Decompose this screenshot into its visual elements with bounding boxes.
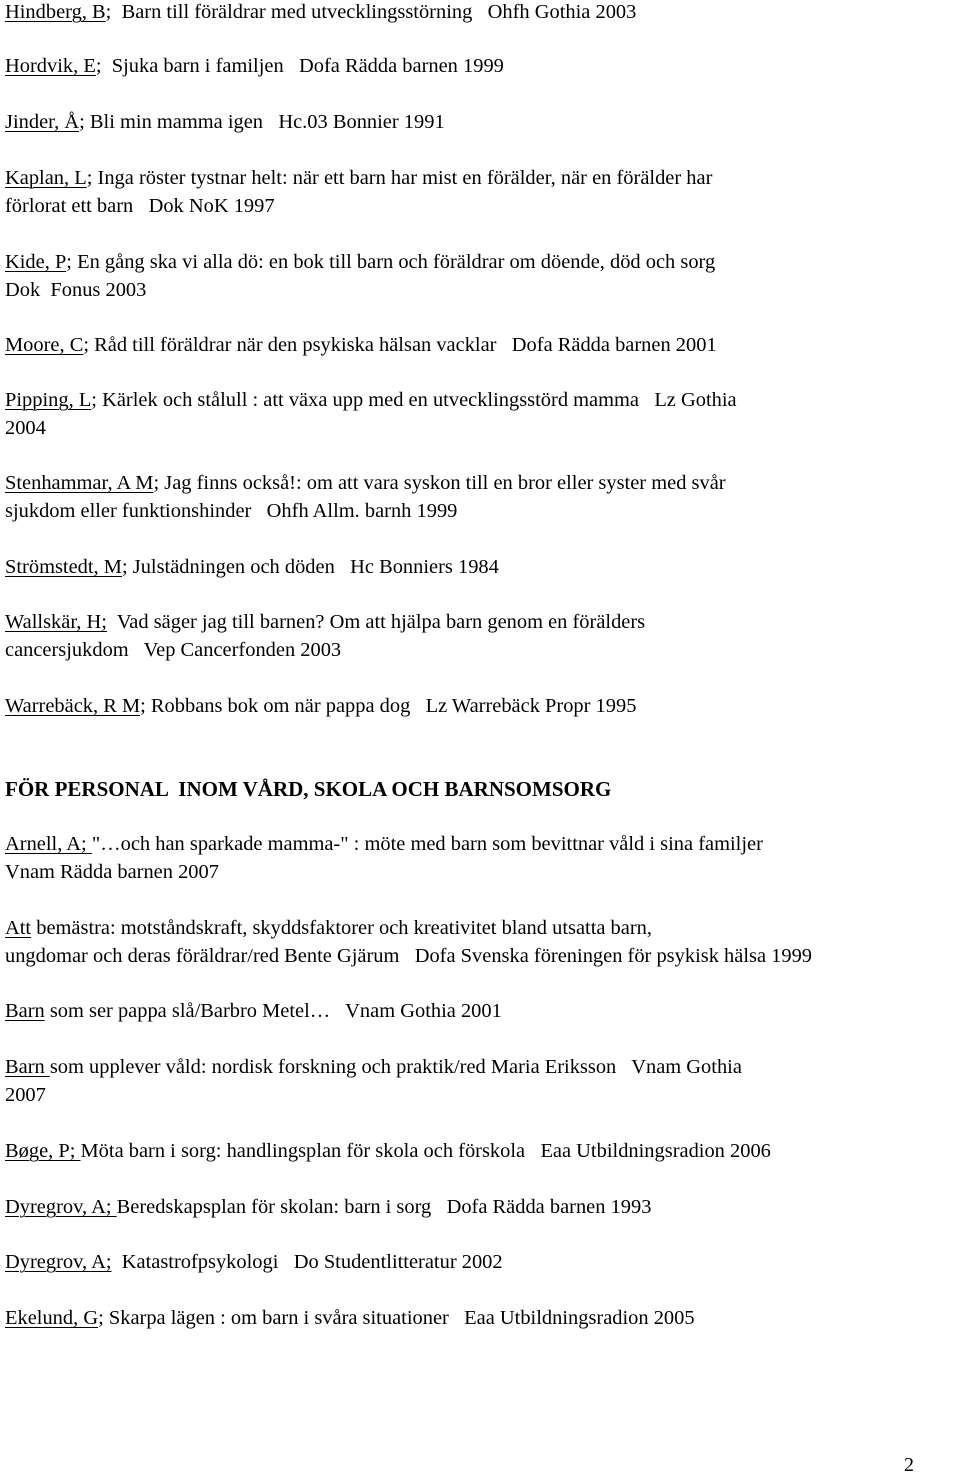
entry-line-1 — [5, 469, 957, 497]
entry-line-2: Vnam Rädda barnen 2007 — [5, 861, 219, 883]
entry-text: Barn till föräldrar med utvecklingsstörning Ohfh Gothia 2003 — [111, 1, 637, 23]
entry-author: Ekelund, G — [5, 1307, 99, 1329]
bibliography-entry — [5, 52, 960, 80]
entry-line-1 — [5, 1304, 957, 1332]
entry-line-1 — [5, 553, 957, 581]
bibliography-entry — [5, 608, 960, 664]
entry-line-1 — [5, 52, 957, 80]
entry-line-1 — [5, 830, 957, 858]
entry-line-1 — [5, 108, 957, 136]
entry-author: Strömstedt, M — [5, 556, 122, 578]
entry-text: "…och han sparkade mamma-" : möte med barn som bevittnar våld i sina familjer — [91, 833, 763, 855]
entry-separator: ; — [140, 695, 146, 717]
entry-text: Råd till föräldrar när den psykiska hälsan vacklar Dofa Rädda barnen 2001 — [89, 334, 717, 356]
bibliography-entry — [5, 164, 960, 220]
entry-line-1 — [5, 997, 957, 1025]
entry-separator: ; — [91, 389, 97, 411]
entry-author: Att — [5, 917, 32, 939]
entry-line-1 — [5, 1137, 957, 1165]
entry-text: Möta barn i sorg: handlingsplan för skola och förskola Eaa Utbildningsradion 2006 — [80, 1140, 771, 1162]
entry-text: som ser pappa slå/Barbro Metel… Vnam Gothia 2001 — [44, 1000, 502, 1022]
entry-line-1 — [5, 164, 957, 192]
entry-text: Inga röster tystnar helt: när ett barn har mist en förälder, när en förälder har — [92, 167, 713, 189]
entry-text: Bli min mamma igen Hc.03 Bonnier 1991 — [84, 111, 445, 133]
entry-line-1 — [5, 0, 957, 26]
bibliography-entry — [5, 1193, 960, 1221]
bibliography-entry — [5, 553, 960, 581]
entry-separator: ; — [98, 1307, 104, 1329]
entry-author: Hordvik, E — [5, 55, 96, 77]
entry-text: Kärlek och stålull : att växa upp med en utvecklingsstörd mamma Lz Gothia — [96, 389, 737, 411]
entry-text: bemästra: motståndskraft, skyddsfaktorer och kreativitet bland utsatta barn, — [31, 917, 652, 939]
entry-line-1 — [5, 608, 957, 636]
bibliography-entry — [5, 1053, 960, 1109]
entry-line-1 — [5, 914, 957, 942]
entry-separator: ; — [79, 111, 85, 133]
bibliography-entry — [5, 469, 960, 525]
entry-author: Kide, P — [5, 251, 67, 273]
entry-author: Wallskär, H; — [5, 611, 107, 633]
entry-line-1 — [5, 248, 957, 276]
bibliography-entry — [5, 692, 960, 720]
entry-line-1 — [5, 1193, 957, 1221]
entry-author: Warrebäck, R M — [5, 695, 141, 717]
bibliography-entry — [5, 1137, 960, 1165]
entry-separator: ; — [66, 251, 72, 273]
entry-text: Beredskapsplan för skolan: barn i sorg Dofa Rädda barnen 1993 — [116, 1196, 652, 1218]
page-number: 2 — [904, 1454, 914, 1476]
bibliography-entry — [5, 1248, 960, 1276]
entry-line-2: 2007 — [5, 1084, 46, 1106]
entry-author: Jinder, Å — [5, 111, 80, 133]
entry-author: Pipping, L — [5, 389, 92, 411]
entry-author: Barn — [5, 1000, 45, 1022]
entry-line-1 — [5, 692, 957, 720]
entry-text: Skarpa lägen : om barn i svåra situationer Eaa Utbildningsradion 2005 — [103, 1307, 695, 1329]
entry-separator: ; — [86, 167, 93, 189]
entry-separator: ; — [83, 334, 90, 356]
entry-line-2: Dok Fonus 2003 — [5, 279, 147, 301]
entry-line-2: sjukdom eller funktionshinder Ohfh Allm. barnh 1999 — [5, 500, 458, 522]
section-heading-staff: FÖR PERSONAL INOM VÅRD, SKOLA OCH BARNSOMSORG — [5, 777, 612, 801]
entry-text: Sjuka barn i familjen Dofa Rädda barnen 1999 — [101, 55, 504, 77]
entry-text: Robbans bok om när pappa dog Lz Warrebäck Propr 1995 — [145, 695, 637, 717]
bibliography-entry — [5, 914, 960, 970]
bibliography-entry — [5, 108, 960, 136]
entry-author: Dyregrov, A; — [5, 1196, 117, 1218]
entry-text: Vad säger jag till barnen? Om att hjälpa barn genom en förälders — [106, 611, 646, 633]
entry-text: Jag finns också!: om att vara syskon till en bror eller syster med svår — [159, 472, 726, 494]
bibliography-entry — [5, 997, 960, 1025]
bibliography-entry — [5, 331, 960, 359]
entry-text: En gång ska vi alla dö: en bok till barn och föräldrar om döende, död och sorg — [71, 251, 716, 273]
entry-line-1 — [5, 1248, 957, 1276]
entry-text: Julstädningen och döden Hc Bonniers 1984 — [127, 556, 499, 578]
entry-separator: ; — [105, 1, 112, 23]
entry-line-1 — [5, 386, 957, 414]
entry-line-1 — [5, 1053, 957, 1081]
entry-separator: ; — [153, 472, 160, 494]
entry-text: som upplever våld: nordisk forskning och praktik/red Maria Eriksson Vnam Gothia — [49, 1056, 742, 1078]
entry-line-2: förlorat ett barn Dok NoK 1997 — [5, 195, 275, 217]
bibliography-entry — [5, 248, 960, 304]
entry-author: Arnell, A; — [5, 833, 92, 855]
entry-separator: ; — [95, 55, 102, 77]
entry-line-2: cancersjukdom Vep Cancerfonden 2003 — [5, 639, 342, 661]
entry-author: Moore, C — [5, 334, 84, 356]
entry-text: Katastrofpsykologi Do Studentlitteratur 2002 — [111, 1251, 503, 1273]
entry-author: Hindberg, B — [5, 1, 106, 23]
entry-author: Bøge, P; — [5, 1140, 81, 1162]
entry-line-2: ungdomar och deras föräldrar/red Bente Gjärum Dofa Svenska föreningen för psykisk hälsa 1999 — [5, 945, 813, 967]
bibliography-entry — [5, 0, 960, 26]
bibliography-entry — [5, 386, 960, 442]
bibliography-entry — [5, 830, 960, 886]
entry-author: Kaplan, L — [5, 167, 87, 189]
entry-author: Barn — [5, 1056, 50, 1078]
entry-author: Dyregrov, A; — [5, 1251, 112, 1273]
entry-author: Stenhammar, A M — [5, 472, 154, 494]
entry-line-2: 2004 — [5, 417, 46, 439]
entry-separator: ; — [121, 556, 128, 578]
entry-line-1 — [5, 331, 957, 359]
bibliography-entry — [5, 1304, 960, 1332]
